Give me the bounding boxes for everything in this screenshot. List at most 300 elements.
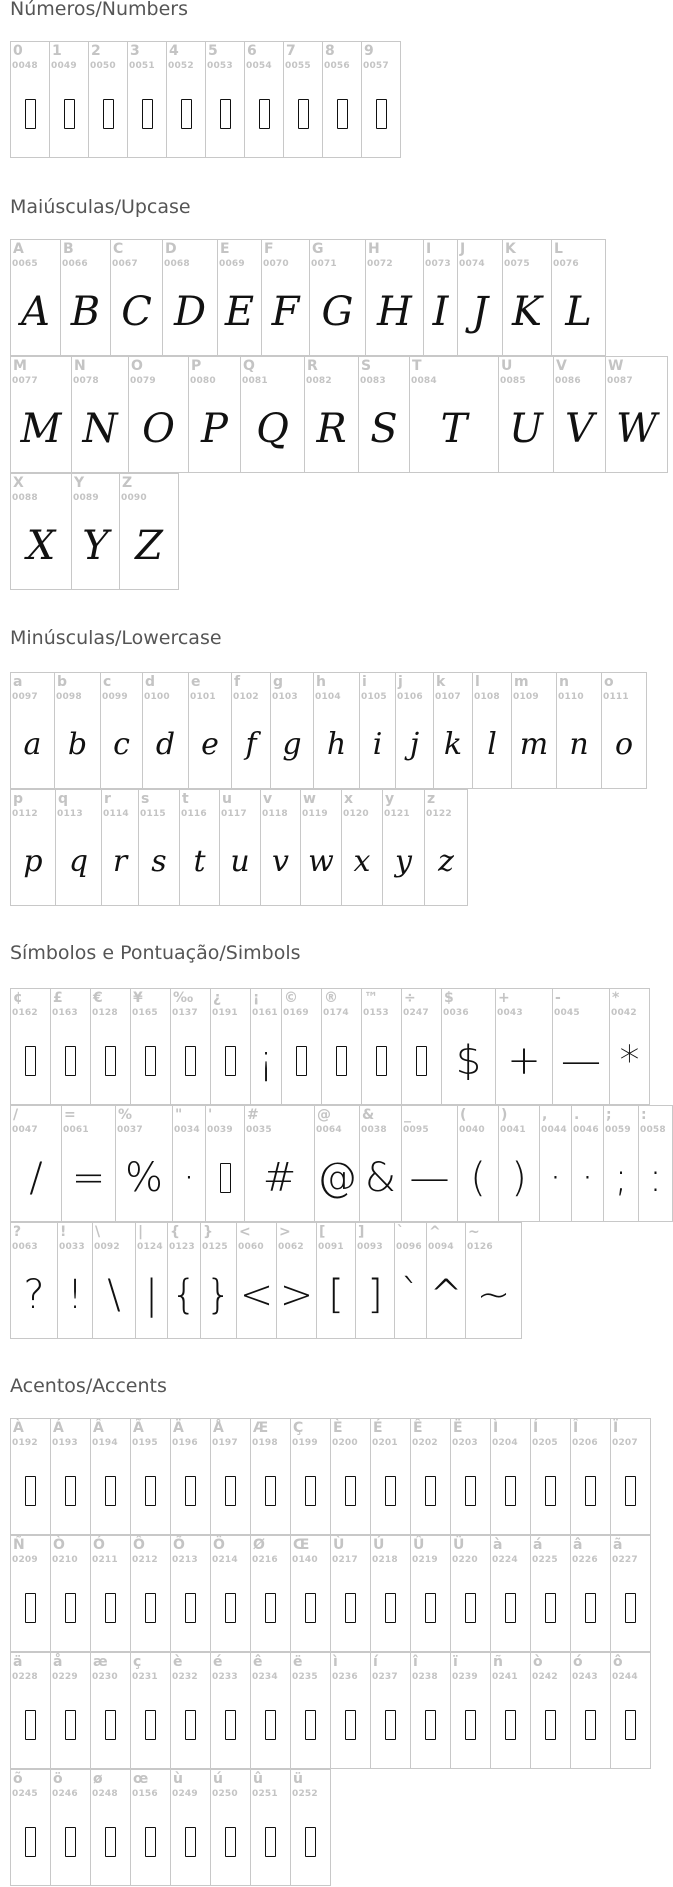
glyph-sample	[411, 1580, 450, 1636]
glyph-sample	[11, 1697, 50, 1753]
glyph-code: 0092	[94, 1242, 120, 1252]
glyph-cell	[361, 41, 401, 158]
glyph-label: {	[170, 1224, 180, 1240]
glyph-label: Ò	[53, 1537, 65, 1553]
glyph-sample	[136, 1267, 167, 1323]
missing-glyph-box-icon	[145, 1046, 156, 1076]
glyph-sample	[11, 1033, 50, 1089]
glyph-cell	[188, 356, 241, 473]
glyph-cell	[90, 1769, 131, 1886]
missing-glyph-box-icon	[185, 1710, 196, 1740]
glyph-code: 0243	[572, 1672, 598, 1682]
glyph-char: e	[201, 727, 219, 762]
glyph-label: (	[460, 1107, 467, 1123]
glyph-char: T	[440, 406, 468, 452]
glyph-sample	[72, 401, 128, 457]
glyph-code: 0078	[73, 376, 99, 386]
missing-glyph-box-icon	[376, 99, 387, 129]
glyph-label: n	[559, 674, 569, 690]
glyph-sample	[451, 1697, 490, 1753]
glyph-label: Ø	[253, 1537, 265, 1553]
glyph-sample	[396, 717, 433, 773]
glyph-label: F	[264, 241, 274, 257]
glyph-label: 6	[247, 43, 257, 59]
glyph-label: è	[173, 1654, 183, 1670]
glyph-code: 0086	[555, 376, 581, 386]
glyph-code: 0252	[292, 1789, 318, 1799]
glyph-cell	[210, 1535, 251, 1652]
glyph-sample	[317, 1267, 355, 1323]
glyph-label: ]	[358, 1224, 365, 1240]
glyph-sample	[102, 834, 138, 890]
glyph-sample	[51, 1580, 90, 1636]
glyph-code: 0075	[504, 259, 530, 269]
missing-glyph-box-icon	[185, 1593, 196, 1623]
glyph-char: z	[438, 844, 454, 879]
missing-glyph-box-icon	[145, 1827, 156, 1857]
glyph-code: 0048	[12, 61, 38, 71]
glyph-sample	[11, 1267, 57, 1323]
glyph-char: ]	[367, 1272, 383, 1318]
glyph-sample	[131, 1463, 170, 1519]
glyph-sample	[171, 1580, 210, 1636]
glyph-sample	[131, 1580, 170, 1636]
glyph-sample	[572, 1150, 603, 1206]
glyph-sample	[128, 86, 166, 142]
glyph-sample	[131, 1814, 170, 1870]
glyph-sample	[271, 717, 313, 773]
glyph-code: 0077	[12, 376, 38, 386]
glyph-cell	[210, 988, 251, 1105]
cell-row	[10, 1769, 331, 1886]
glyph-cell	[260, 789, 301, 906]
glyph-sample	[491, 1463, 530, 1519]
glyph-label: I	[426, 241, 432, 257]
missing-glyph-box-icon	[345, 1593, 356, 1623]
glyph-sample	[241, 401, 304, 457]
glyph-label: w	[303, 791, 316, 807]
glyph-sample	[50, 86, 88, 142]
glyph-cell	[498, 1105, 540, 1222]
glyph-cell	[330, 1652, 371, 1769]
glyph-code: 0083	[360, 376, 386, 386]
glyph-char: S	[370, 406, 398, 452]
glyph-cell	[205, 41, 245, 158]
glyph-cell	[401, 988, 442, 1105]
glyph-label: o	[604, 674, 614, 690]
glyph-sample	[371, 1697, 410, 1753]
cell-row	[10, 1535, 651, 1652]
glyph-cell	[10, 988, 51, 1105]
glyph-label: ù	[173, 1771, 183, 1787]
glyph-cell	[530, 1418, 571, 1535]
glyph-sample	[168, 1267, 200, 1323]
glyph-sample	[11, 1814, 50, 1870]
glyph-sample	[167, 86, 205, 142]
glyph-label: ¿	[213, 990, 222, 1006]
glyph-code: 0204	[492, 1438, 518, 1448]
glyph-code: 0044	[541, 1125, 567, 1135]
glyph-cell	[313, 672, 360, 789]
glyph-char: V	[565, 406, 594, 452]
glyph-label: ñ	[493, 1654, 503, 1670]
glyph-cell	[571, 1105, 604, 1222]
glyph-code: 0072	[367, 259, 393, 269]
missing-glyph-box-icon	[25, 1476, 36, 1506]
glyph-label: ¢	[13, 990, 23, 1006]
glyph-char: o	[614, 727, 634, 762]
glyph-label: Œ	[293, 1537, 310, 1553]
missing-glyph-box-icon	[545, 1710, 556, 1740]
glyph-cell	[283, 41, 323, 158]
glyph-code: 0085	[500, 376, 526, 386]
glyph-char: /	[29, 1155, 43, 1201]
glyph-code: 0174	[323, 1008, 349, 1018]
glyph-code: 0054	[246, 61, 272, 71]
glyph-label: Ö	[213, 1537, 225, 1553]
glyph-label: &	[362, 1107, 375, 1123]
glyph-cell	[605, 356, 668, 473]
missing-glyph-box-icon	[65, 1476, 76, 1506]
glyph-code: 0238	[412, 1672, 438, 1682]
glyph-cell	[10, 1769, 51, 1886]
glyph-sample	[356, 1267, 394, 1323]
glyph-sample	[531, 1463, 570, 1519]
glyph-char: [	[328, 1272, 344, 1318]
glyph-label: ®	[324, 990, 338, 1006]
glyph-cell	[55, 789, 102, 906]
glyph-cell	[638, 1105, 673, 1222]
glyph-label: =	[64, 1107, 76, 1123]
glyph-cell	[603, 1105, 639, 1222]
glyph-label: #	[247, 1107, 259, 1123]
glyph-sample	[91, 1463, 130, 1519]
glyph-sample	[359, 401, 409, 457]
glyph-sample	[395, 1267, 426, 1323]
glyph-label: ü	[293, 1771, 303, 1787]
glyph-sample	[411, 1463, 450, 1519]
glyph-sample	[189, 401, 240, 457]
glyph-code: 0091	[318, 1242, 344, 1252]
glyph-cell	[50, 1418, 91, 1535]
glyph-sample	[284, 86, 322, 142]
missing-glyph-box-icon	[625, 1476, 636, 1506]
cell-row	[10, 356, 668, 473]
glyph-code: 0198	[252, 1438, 278, 1448]
glyph-cell	[167, 1222, 201, 1339]
glyph-code: 0098	[56, 692, 82, 702]
glyph-cell	[261, 239, 310, 356]
glyph-sample	[554, 401, 605, 457]
glyph-char: k	[443, 727, 463, 762]
glyph-code: 0058	[640, 1125, 666, 1135]
glyph-label: Û	[413, 1537, 425, 1553]
missing-glyph-box-icon	[305, 1827, 316, 1857]
glyph-cell	[170, 1769, 211, 1886]
glyph-code: 0055	[285, 61, 311, 71]
glyph-char: R	[316, 406, 347, 452]
glyph-code: 0213	[172, 1555, 198, 1565]
glyph-code: 0067	[112, 259, 138, 269]
glyph-label: 9	[364, 43, 374, 59]
glyph-sample	[571, 1697, 610, 1753]
glyph-cell	[450, 1652, 491, 1769]
glyph-cell	[90, 988, 131, 1105]
glyph-cell	[401, 1105, 458, 1222]
glyph-cell	[304, 356, 359, 473]
missing-glyph-box-icon	[105, 1593, 116, 1623]
missing-glyph-box-icon	[337, 99, 348, 129]
glyph-code: 0251	[252, 1789, 278, 1799]
glyph-label: }	[203, 1224, 213, 1240]
glyph-cell	[539, 1105, 572, 1222]
glyph-sample	[531, 1580, 570, 1636]
missing-glyph-box-icon	[65, 1046, 76, 1076]
glyph-cell	[90, 1418, 131, 1535]
glyph-code: 0034	[174, 1125, 200, 1135]
glyph-sample	[434, 717, 472, 773]
glyph-code: 0081	[242, 376, 268, 386]
glyph-char: L	[565, 289, 592, 335]
glyph-cell	[457, 239, 503, 356]
glyph-sample	[51, 1463, 90, 1519]
glyph-sample	[503, 284, 551, 340]
glyph-label: ™	[364, 990, 378, 1006]
glyph-code: 0228	[12, 1672, 38, 1682]
glyph-char: &	[364, 1155, 397, 1201]
glyph-code: 0126	[467, 1242, 493, 1252]
glyph-sample	[606, 401, 667, 457]
glyph-char: >	[279, 1272, 314, 1318]
glyph-label: *	[612, 990, 620, 1006]
glyph-code: 0114	[103, 809, 129, 819]
glyph-label: ò	[533, 1654, 543, 1670]
glyph-label: W	[608, 358, 624, 374]
glyph-sample	[362, 1033, 401, 1089]
glyph-sample	[206, 86, 244, 142]
glyph-code: 0099	[102, 692, 128, 702]
glyph-label: S	[361, 358, 372, 374]
glyph-code: 0194	[92, 1438, 118, 1448]
glyph-label: À	[13, 1420, 24, 1436]
glyph-cell	[115, 1105, 173, 1222]
glyph-char: :	[648, 1155, 663, 1201]
glyph-code: 0235	[292, 1672, 318, 1682]
glyph-char: `	[400, 1272, 421, 1318]
glyph-sample	[171, 1463, 210, 1519]
glyph-label: 5	[208, 43, 218, 59]
glyph-sample	[540, 1150, 571, 1206]
glyph-code: 0053	[207, 61, 233, 71]
glyph-cell	[370, 1418, 411, 1535]
glyph-cell	[610, 1652, 651, 1769]
glyph-cell	[10, 789, 56, 906]
glyph-code: 0101	[190, 692, 216, 702]
glyph-label: b	[57, 674, 68, 690]
glyph-code: 0197	[212, 1438, 238, 1448]
glyph-char: ¡	[257, 1038, 275, 1084]
glyph-sample	[211, 1033, 250, 1089]
glyph-cell	[495, 988, 553, 1105]
glyph-code: 0107	[435, 692, 461, 702]
missing-glyph-box-icon	[225, 1827, 236, 1857]
glyph-char: —	[561, 1038, 601, 1084]
glyph-sample	[557, 717, 601, 773]
glyph-cell	[610, 1418, 651, 1535]
glyph-label: A	[13, 241, 24, 257]
glyph-char: {	[171, 1272, 197, 1318]
glyph-label: g	[273, 674, 284, 690]
glyph-label: Ç	[293, 1420, 304, 1436]
glyph-code: 0192	[12, 1438, 38, 1448]
glyph-cell	[162, 239, 218, 356]
glyph-char: |	[144, 1272, 159, 1318]
glyph-code: 0244	[612, 1672, 638, 1682]
missing-glyph-box-icon	[259, 99, 270, 129]
glyph-char: A	[21, 289, 50, 335]
glyph-label: `	[397, 1224, 404, 1240]
glyph-sample	[189, 717, 231, 773]
glyph-sample	[362, 86, 400, 142]
glyph-label: Ä	[173, 1420, 184, 1436]
glyph-cell	[314, 1105, 360, 1222]
glyph-cell	[250, 1769, 291, 1886]
glyph-code: 0036	[443, 1008, 469, 1018]
glyph-sample	[611, 1463, 650, 1519]
glyph-label: G	[312, 241, 324, 257]
glyph-label: ï	[453, 1654, 458, 1670]
glyph-label: M	[13, 358, 27, 374]
glyph-code: 0122	[426, 809, 452, 819]
glyph-char: %	[124, 1155, 163, 1201]
glyph-char: B	[70, 289, 101, 335]
glyph-sample	[171, 1033, 210, 1089]
glyph-char: ?	[23, 1272, 45, 1318]
cell-row	[10, 988, 650, 1105]
missing-glyph-box-icon	[265, 1593, 276, 1623]
glyph-cell	[382, 789, 425, 906]
glyph-cell	[355, 1222, 395, 1339]
glyph-cell	[128, 356, 189, 473]
glyph-sample	[237, 1267, 276, 1323]
glyph-label: <	[239, 1224, 251, 1240]
glyph-sample	[11, 1580, 50, 1636]
glyph-label: j	[398, 674, 403, 690]
glyph-cell	[370, 1535, 411, 1652]
glyph-cell	[359, 1105, 402, 1222]
glyph-code: 0202	[412, 1438, 438, 1448]
glyph-char: (	[470, 1155, 486, 1201]
glyph-cell	[530, 1535, 571, 1652]
glyph-cell	[361, 988, 402, 1105]
glyph-code: 0104	[315, 692, 341, 702]
glyph-cell	[60, 239, 111, 356]
glyph-char: c	[113, 727, 130, 762]
glyph-sample	[218, 284, 261, 340]
glyph-cell	[502, 239, 552, 356]
missing-glyph-box-icon	[385, 1710, 396, 1740]
missing-glyph-box-icon	[220, 99, 231, 129]
glyph-sample	[55, 717, 100, 773]
glyph-sample	[58, 1267, 92, 1323]
glyph-sample	[201, 1267, 236, 1323]
cell-row	[10, 672, 647, 789]
missing-glyph-box-icon	[425, 1476, 436, 1506]
glyph-label: î	[413, 1654, 418, 1670]
glyph-sample	[425, 834, 467, 890]
glyph-sample	[91, 1033, 130, 1089]
glyph-label: T	[412, 358, 422, 374]
glyph-sample	[211, 1697, 250, 1753]
glyph-cell	[457, 1105, 499, 1222]
glyph-code: 0233	[212, 1672, 238, 1682]
glyph-label: s	[141, 791, 150, 807]
glyph-cell	[50, 1652, 91, 1769]
glyph-label: ^	[429, 1224, 441, 1240]
glyph-sample	[11, 1150, 61, 1206]
glyph-label: D	[165, 241, 177, 257]
glyph-cell	[49, 41, 89, 158]
glyph-cell	[119, 473, 179, 590]
glyph-label: ä	[13, 1654, 23, 1670]
missing-glyph-box-icon	[64, 99, 75, 129]
missing-glyph-box-icon	[305, 1593, 316, 1623]
glyph-sample	[639, 1150, 672, 1206]
missing-glyph-box-icon	[265, 1827, 276, 1857]
missing-glyph-box-icon	[185, 1476, 196, 1506]
glyph-code: 0093	[357, 1242, 383, 1252]
glyph-sample	[251, 1580, 290, 1636]
glyph-cell	[50, 1535, 91, 1652]
glyph-cell	[50, 1769, 91, 1886]
missing-glyph-box-icon	[296, 1046, 307, 1076]
glyph-code: 0121	[384, 809, 410, 819]
glyph-label: t	[182, 791, 189, 807]
glyph-label: v	[263, 791, 273, 807]
glyph-code: 0059	[605, 1125, 631, 1135]
glyph-cell	[130, 1418, 171, 1535]
glyph-code: 0113	[57, 809, 83, 819]
glyph-sample	[261, 834, 300, 890]
glyph-sample	[411, 1697, 450, 1753]
glyph-label: Í	[533, 1420, 539, 1436]
glyph-label: ë	[293, 1654, 303, 1670]
glyph-cell	[170, 1652, 211, 1769]
glyph-sample	[496, 1033, 552, 1089]
glyph-code: 0068	[164, 259, 190, 269]
glyph-sample	[277, 1267, 316, 1323]
glyph-char: ·	[581, 1155, 594, 1201]
missing-glyph-box-icon	[220, 1163, 231, 1193]
glyph-cell	[490, 1652, 531, 1769]
glyph-cell	[250, 1652, 291, 1769]
glyph-code: 0241	[492, 1672, 518, 1682]
glyph-sample	[11, 284, 60, 340]
glyph-cell	[426, 1222, 466, 1339]
glyph-code: 0128	[92, 1008, 118, 1018]
glyph-cell	[250, 1418, 291, 1535]
glyph-char: x	[353, 844, 371, 879]
glyph-label: >	[279, 1224, 291, 1240]
glyph-char: s	[151, 844, 167, 879]
glyph-code: 0153	[363, 1008, 389, 1018]
glyph-char: P	[201, 406, 228, 452]
glyph-cell	[170, 988, 211, 1105]
glyph-cell	[90, 1535, 131, 1652]
glyph-char: ·	[549, 1155, 562, 1201]
glyph-label: 1	[52, 43, 62, 59]
glyph-label: Ê	[413, 1420, 423, 1436]
